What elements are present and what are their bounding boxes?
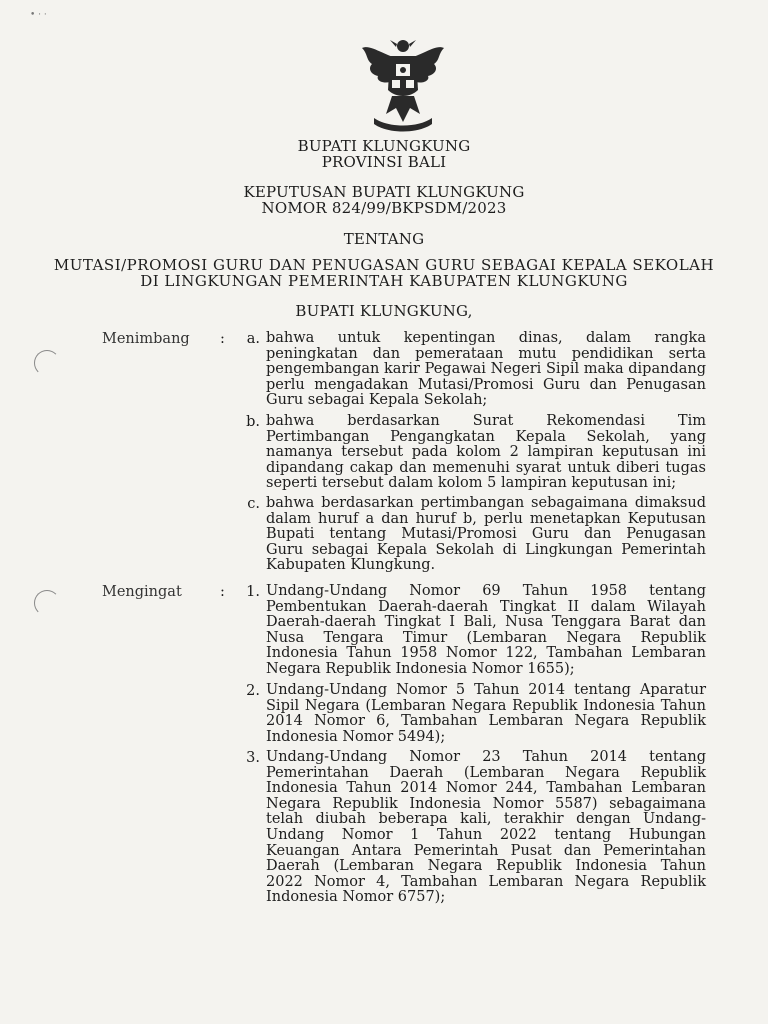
item-marker: c. (247, 496, 260, 512)
text-line: Nusa Tengara Timur (Lembaran Negara Republik (266, 629, 706, 646)
item-marker: 1. (246, 584, 260, 600)
text-line: bahwa untuk kepentingan dinas, dalam rangka (266, 330, 706, 346)
considering-item-b (266, 414, 706, 492)
recalling-item-2 (266, 683, 706, 745)
recalling-item-3 (266, 750, 706, 906)
item-marker: 3. (246, 750, 260, 766)
garuda-emblem-icon (360, 36, 446, 136)
text-line: Negara Republik Indonesia Nomor 1655); (266, 660, 575, 677)
text-line: Guru sebagai Kepala Sekolah; (266, 392, 488, 409)
text-line: namanya tersebut pada kolom 2 lampiran keputusan ini (266, 444, 706, 461)
authority-line: BUPATI KLUNGKUNG, (295, 302, 473, 320)
text-line: Negara Republik Indonesia Nomor 5587) sebagaimana (266, 795, 706, 812)
item-marker: 2. (246, 683, 260, 699)
text-line: Daerah (Lembaran Negara Republik Indonesia Tahun (266, 858, 706, 875)
considering-colon: : (220, 331, 225, 347)
text-line: Keuangan Antara Pemerintah Pusat dan Pemerintahan (266, 842, 706, 859)
text-line: Undang-Undang Nomor 5 Tahun 2014 tentang Aparatur (266, 682, 706, 698)
text-line: 2022 Nomor 4, Tambahan Lembaran Negara Republik (266, 873, 706, 890)
item-marker: b. (246, 414, 260, 430)
text-line: Indonesia Tahun 1958 Nomor 122, Tambahan Lembaran (266, 645, 706, 662)
text-line: pengembangan karir Pegawai Negeri Sipil maka dipandang (266, 361, 706, 378)
text-line: Indonesia Nomor 6757); (266, 889, 446, 906)
recalling-label: Mengingat (102, 584, 182, 600)
text-line: Kabupaten Klungkung. (266, 557, 436, 574)
decree-title: KEPUTUSAN BUPATI KLUNGKUNG (243, 183, 525, 201)
considering-item-a (266, 331, 706, 409)
subject-line: DI LINGKUNGAN PEMERINTAH KABUPATEN KLUNGKUNG (140, 272, 628, 290)
regent-title: BUPATI KLUNGKUNG (297, 137, 471, 155)
text-line: perlu mengadakan Mutasi/Promosi Guru dan Penugasan (266, 376, 706, 393)
province-title: PROVINSI BALI (321, 153, 447, 171)
text-line: Pemerintahan Daerah (Lembaran Negara Republik (266, 764, 706, 781)
decree-number: NOMOR 824/99/BKPSDM/2023 (261, 199, 507, 217)
text-line: bahwa berdasarkan Surat Rekomendasi Tim (266, 413, 706, 429)
text-line: Undang-Undang Nomor 69 Tahun 1958 tentang (266, 583, 706, 599)
about-heading: TENTANG (343, 230, 425, 248)
text-line: Daerah-daerah Tingkat I Bali, Nusa Tenggara Barat dan (266, 614, 706, 631)
text-line: 2014 Nomor 6, Tambahan Lembaran Negara Republik (266, 713, 706, 730)
text-line: seperti tersebut dalam kolom 5 lampiran keputusan ini; (266, 475, 677, 492)
text-line: Indonesia Nomor 5494); (266, 728, 446, 745)
considering-item-c (266, 496, 706, 574)
recalling-item-1 (266, 584, 706, 678)
text-line: Pembentukan Daerah-daerah Tingkat II dalam Wilayah (266, 598, 706, 615)
text-line: dalam huruf a dan huruf b, perlu menetapkan Keputusan (266, 510, 706, 527)
binder-hole-icon (34, 350, 60, 376)
text-line: Pertimbangan Pengangkatan Kepala Sekolah, yang (266, 428, 706, 445)
item-marker: a. (246, 331, 260, 347)
considering-label: Menimbang (102, 331, 190, 347)
text-line: telah diubah beberapa kali, terakhir dengan Undang- (266, 811, 706, 828)
text-line: Guru sebagai Kepala Sekolah di Lingkungan Pemerintah (266, 541, 706, 558)
text-line: dipandang cakap dan memenuhi syarat untuk diberi tugas (266, 459, 706, 476)
text-line: Sipil Negara (Lembaran Negara Republik Indonesia Tahun (266, 697, 706, 714)
binder-hole-icon (34, 590, 60, 616)
scan-speck: • · · (30, 10, 47, 20)
text-line: Bupati tentang Mutasi/Promosi Guru dan Penugasan (266, 526, 706, 543)
text-line: peningkatan dan pemerataan mutu pendidikan serta (266, 345, 706, 362)
text-line: Undang-Undang Nomor 23 Tahun 2014 tentang (266, 749, 706, 765)
subject-line: MUTASI/PROMOSI GURU DAN PENUGASAN GURU SEBAGAI KEPALA SEKOLAH (53, 256, 715, 274)
text-line: Indonesia Tahun 2014 Nomor 244, Tambahan Lembaran (266, 780, 706, 797)
text-line: bahwa berdasarkan pertimbangan sebagaimana dimaksud (266, 495, 706, 511)
text-line: Undang Nomor 1 Tahun 2022 tentang Hubungan (266, 826, 706, 843)
recalling-colon: : (220, 584, 225, 600)
